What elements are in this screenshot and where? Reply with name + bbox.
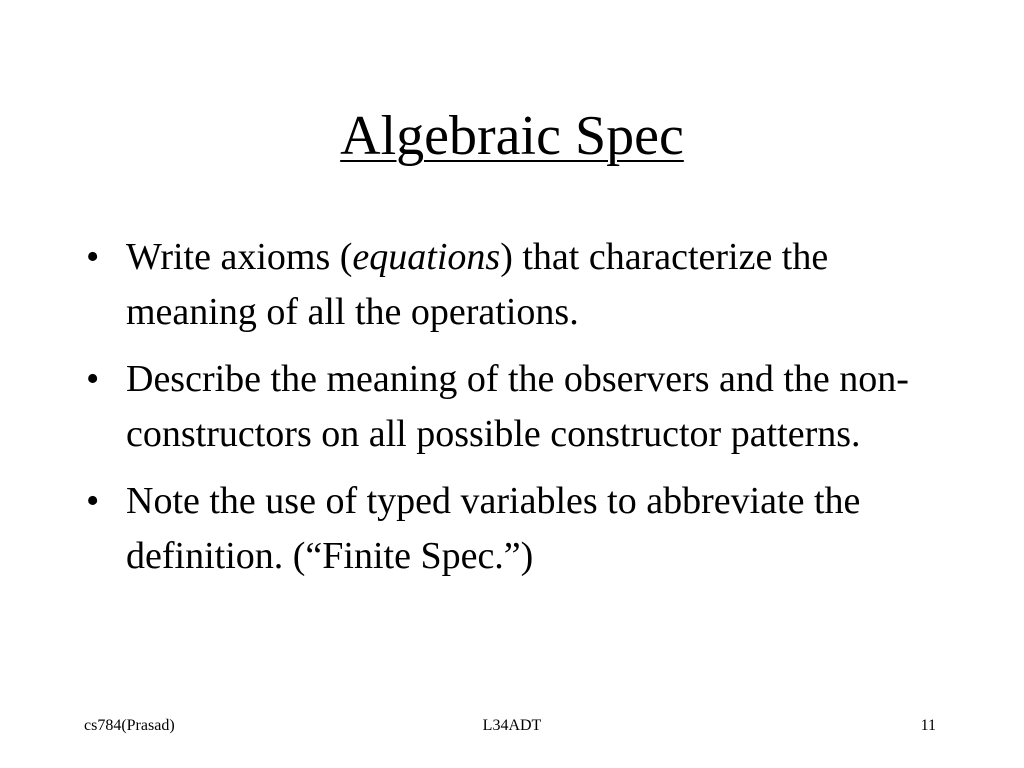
bullet-list [84,230,934,596]
bullet-emphasis-equations: equations [352,236,501,278]
bullet-text-end: ) that characterize the meaning of all the operations. [126,236,829,333]
bullet-marker: • [86,236,100,278]
footer-page-number: 11 [920,717,936,734]
bullet-marker: • [86,480,100,522]
bullet-text: Describe the meaning of the observers and the non-constructors on all possible constructor patterns. [126,358,909,455]
bullet-text: Note the use of typed variables to abbreviate the definition. (“Finite Spec.”) [126,480,861,577]
footer-lecture-id: L34ADT [482,717,542,734]
bullet-item-axioms [84,230,934,340]
bullet-item-observers [84,352,934,462]
footer-author: cs784(Prasad) [84,717,175,734]
bullet-item-typed-variables [84,474,934,584]
slide-title: Algebraic Spec [340,105,684,167]
bullet-marker: • [86,358,100,400]
bullet-text-start: Write axioms ( [126,236,353,278]
